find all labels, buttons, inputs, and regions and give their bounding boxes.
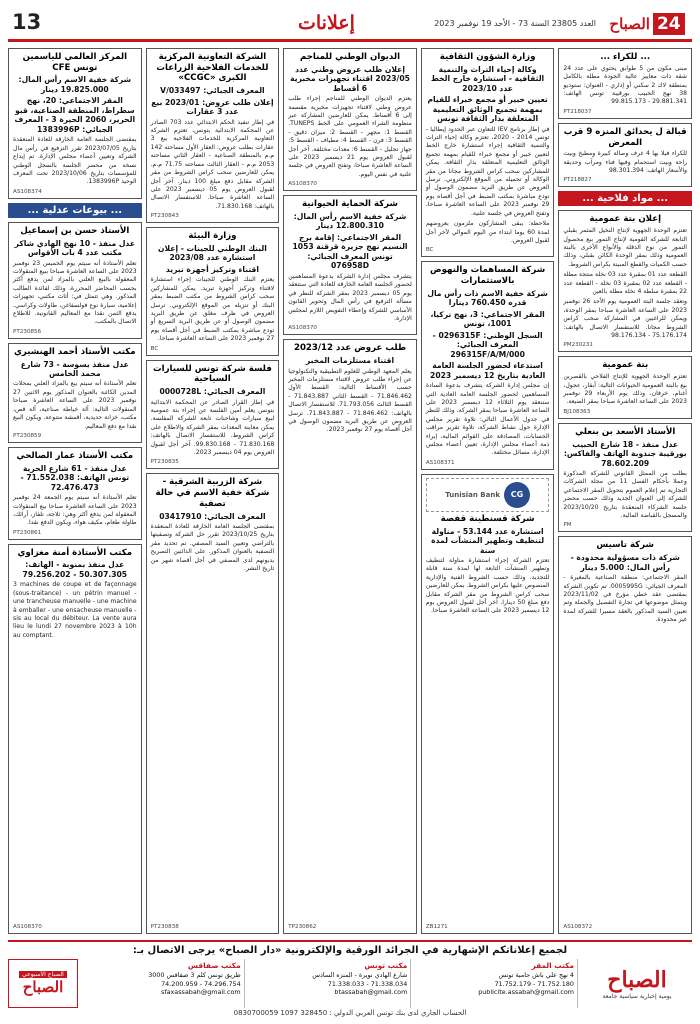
ad-text: في إطار تنفيذ الحكم الابتدائي عدد 703 الصادر عن المحكمة الابتدائية بتونس، تعتزم الشركة التعاونية المركزية للخدمات الفلاحية بيع 3 عقارات بطلب عروض: العقار الأول مساحته 142 م.م بالمنطقة الصناعية - العقار الثاني مساحته 2053 م.م - العقار الثالث مساحته 71.75 م.م. يمكن للعارضين سحب كراس الشروط من مقر الشركة مقابل دفع مبلغ 100 دينار. آخر أجل لقبول العروض يوم 05 ديسمبر 2023 على الساعة العاشرة صباحا. للاستفسار الاتصال بالهاتف: 71.830.168. [150,118,275,210]
ad-headline: اقتناء وتركيز أجهزة تبريد [165,264,260,274]
column-5 [8,48,142,934]
column-3 [283,48,417,934]
ad-headline: إعلان طلب عروض: 2023/01 بيع عدد 3 عقارات [151,97,274,117]
ad-subtitle: اقتناء مستلزمات المخبر [305,356,395,366]
ad-title: شركة الزربية الشرقية - شركة خفية الاسم في حالة تصفية [155,477,270,509]
office-phone: 74.200.959 - 74.296.754 [161,979,241,988]
ad-text: 3 machines de coupe et de façonnage (sous-traitance) - un pétrin manuel - une trancheuse manuelle - une machine à emballer - une ensacheuse manuelle - sis au local du débiteur. La vente aura lieu le lundi 27 novembre 2023 à 10h au comptant. [13,581,137,639]
office-email[interactable]: sfaxassabah@gmail.com [161,988,241,997]
ads-columns [8,48,692,934]
ad-title: إعلان بتة عمومية [589,214,662,225]
section-heading-judicial-sales: ... بيوعات عدلية ... [8,203,142,218]
ad-note: ملاحظة: يبقى المشاركون ملزمون بعروضهم لمدة 60 يوما ابتداء من اليوم الموالي لآخر أجل لقبول العروض. [425,220,550,244]
ad-subtitle: المعرف الجبائي: 033497/V [160,86,265,96]
ad-subtitle: شركة خفية الاسم رأس المال: 19.825.000 دينار [18,75,132,94]
office-address: 4 نهج علي باش حامبة تونس [498,970,574,979]
ad-ref: AS108370 [288,325,317,332]
office-address: شارع الهادي نويرة - المنزه السادس [312,970,408,979]
ad-text: في إطار برنامج IEV للتعاون عبر الحدود إيطاليا - تونس 2014 - 2020، تعتزم وكالة إحياء التراث والتنمية الثقافية إجراء استشارة خارج الخط لتعيين خبير أو مجمع خبراء للقيام بمهمة تجميع الوثائق التعليمية المتعلقة بدار الثقافة. يمكن للمشاركين سحب كراس الشروط مجانا من مقر الوكالة أو تحميله من الموقع الإلكتروني. ترسل العروض عن طريق البريد مضمون الوصول أو تودع مباشرة بمكتب الضبط في أجل أقصاه يوم 29 نوفمبر 2023 على الساعة العاشرة صباحا، وتفتح العروض في جلسة علنية. [425,125,550,217]
ad-subtitle: المعرف الجبائي: 03417910 [159,511,266,521]
logo-number: 24 [653,13,685,35]
footer-banner: لجميع إعلاناتكم الإشهارية في الجرائد الورقية والإلكترونية «دار الصباح» يرجى الاتصال بـ: [132,945,568,956]
ad-culture-ministry [421,48,555,257]
ad-more: وتعقد جلسة البتة العمومية يوم الأحد 26 نوفمبر 2023 على الساعة العاشرة صباحا بمقر الوحدة، ويمكن للراغبين في المشاركة سحب كراس الشروط مجانا. للاستفسار الاتصال بالهاتف: 75.176.174 - 98.176.134 [563,298,688,340]
ad-subtitle: عدل منفذ - 61 شارع الحرية تونس الهاتف: 71.552.038 - 72.476.473 [20,463,130,492]
ad-lines: القطعة عدد 01 بمقبرة عدد 03 نخلة منتجة مطلة - القطعة عدد 02 بمقبرة 03 نخلة - القطعة عدد 22 بمقبرة سلطة 4 نخلة مطلة بالعين [563,271,687,296]
ad-jasmine-center [8,48,142,199]
ad-title: فلسة شركة تونس للسيارات السياحية [153,363,272,385]
ad-title: مكتب الأستاذة أمنة مغزاوي [17,547,133,558]
office-headquarters [415,959,578,1008]
ad-general-assembly [283,195,417,335]
ad-ref: BC [150,345,159,352]
ad-title: طلب عروض عدد 2023/12 [293,343,407,354]
ad-title: الديوان الوطني للمناجم [299,52,401,62]
newspaper-logo [602,9,692,39]
ad-ref: PT218827 [563,177,592,184]
ad-ref: PT218037 [563,108,592,115]
office-email[interactable]: publicite.assabah@gmail.com [478,988,574,997]
ad-bailiff-sale-2 [8,343,142,443]
ad-subtitle: المعرف الجبائي: 0000728L [159,387,266,397]
ad-title: وزارة الشؤون الثقافية [439,52,536,62]
office-sfax [82,959,245,1008]
ad-ref: TP230862 [288,924,317,930]
ad-rental-villa [558,123,692,188]
column-1 [558,48,692,934]
office-email[interactable]: btassabah@gmail.com [334,988,408,997]
ad-lab-tender [283,339,417,934]
ad-text: في إطار القرار الصادر عن المحكمة الابتدائية بتونس يعلم أمين الفلسة عن إجراء بتة عمومية لبيع سيارات وشاحنات تابعة للشركة المفلسة. يمكن معاينة المعدات بمقر الشركة والاطلاع على كراس الشروط. للاستفسار الاتصال بالهاتف: 71.830.168 - 99.830.168. آخر أجل لقبول العروض يوم 04 ديسمبر 2023. [150,398,275,456]
ad-ref: PT230835 [150,459,179,466]
ad-text: المقر الاجتماعي: منطقة الصناعية بالمغيرة - المعرف الجبائي: 0005995G. تم تكوين الشركة بمقتضى عقد خطي مؤرخ في 2023/11/02 ويتمثل موضوعها في تجارة التفصيل والجملة وتم تعيين السيد المذكور بالعقد مسيرا للشركة لمدة غير محدودة. [563,574,688,624]
ad-ref: PT230861 [13,529,42,536]
ad-title: المركز العالمي للياسمين تونس CFE [22,52,128,73]
ad-title: قبالة ل يحدائق المنزه 9 قرب المعرض [563,126,687,148]
ad-company-liquidation [146,473,280,934]
ad-bailiff-sale-4 [8,544,142,934]
footer-bank-account: 0830700059 1097 328450 : الحساب الجاري لدى بنك تونس العربي الدولي [233,1009,467,1017]
column-4 [146,48,280,934]
footer-logo-word: الصباح [607,967,667,993]
ad-text: للكراء فيلا بها 4 غرف وصالة كبيرة ومطبخ وبيت راحة وبيت استحمام وفيها فناء ومرآب وحديقة والأسعار الهاتف: 98.301.394 [563,150,687,175]
ad-text: يعتزم البنك الوطني للجينات إجراء استشارة لاقتناء وتركيز أجهزة تبريد. يمكن للمشاركين سحب كراس الشروط من مكتب الضبط بمقر البنك أو تنزيله من الموقع الإلكتروني. ترسل العروض في ظرف مغلق عن طريق البريد مضمون الوصول أو عن طريق البريد السريع أو تودع مباشرة بمكتب الضبط في أجل أقصاه يوم 27 نوفمبر 2023 على الساعة العاشرة صباحا. [150,276,275,343]
ad-text: تعلم الأستاذة أنه سيتم بيع بالمزاد العلني بمحلات المدين الكائنة بالعنوان المذكور يوم الاثنين 27 نوفمبر 2023 على الساعة العاشرة صباحا المنقولات التالية: آلة خياطة صناعية، آلة قص، مكتب، خزانة حديدية، أقمشة متنوعة. ويكون البيع نقدا مع دفع المعاليم. [13,380,137,430]
ad-text: تعتزم الشركة إجراء استشارة مناولة لتنظيف وتطهير المنشآت التابعة لها لمدة سنة قابلة للتجديد، وذلك حسب الشروط الفنية والإدارية المنصوص عليها بكراس الشروط. يمكن للعارضين سحب كراس الشروط من مقر الشركة مقابل دفع مبلغ 50 دينارا. آخر أجل لقبول العروض يوم 12 ديسمبر 2023 على الساعة العاشرة صباحا. [425,557,550,615]
ad-text: تعلم الأستاذة أنه سيتم يوم الجمعة 24 نوفمبر 2023 على الساعة العاشرة صباحا بيع المنقولات المعقولة لمن يدفع أكثر وهي: ثلاجة، تلفاز، أرائك، طاولة طعام، مكيف هواء، ويكون الدفع نقدا. [13,494,137,527]
footer-logo-tagline: يومية إخبارية سياسية جامعة [602,993,672,1000]
ad-subtitle: البنك الوطني للجينات - إعلان استشارة عدد 2023/08 [158,243,267,263]
footer-logo-weekly-label: الصباح الأسبوعي [19,971,67,978]
ad-title: مكتب الأستاذ أحمد الهنشيري [14,346,136,357]
ad-address: المقر الاجتماعي: 3، نهج تركيا، 1001، تونس [430,309,545,329]
ad-text: يعتزم الديوان الوطني للمناجم إجراء طلب عروض وطني لاقتناء تجهيزات مخبرية مقسمة إلى 6 أقساط. يمكن للعارضين المشاركة عبر منظومة الشراء العمومي على الخط TUNEPS. القسط 1: مجهر - القسط 2: ميزان دقيق - القسط 3: فرن - القسط 4: مطياف - القسط 5: جهاز تحليل - القسط 6: معدات مختلفة. آخر أجل لقبول العروض يوم 21 ديسمبر 2023 على الساعة العاشرة صباحا، وتفتح العروض في جلسة علنية في نفس اليوم. [288,95,412,178]
ad-title: شركة تاسيس [596,540,654,551]
ad-title: مكتب الأستاذ عمار الصالحي [16,450,134,461]
office-title: مكتب المقر [531,961,574,970]
ad-ref: PT230838 [150,924,179,930]
ad-title: شركة المساهمات والنهوض بالاستثمارات [430,265,546,287]
office-title: مكتب تونس [364,961,408,970]
ad-subtitle: عدل منفذ - 18 شارع الحبيب بورقيبة جندوبة الهاتف والفاكس: 78.602.209 [563,439,687,468]
ad-text: تعلم الأستاذة أنه سيتم يوم الخميس 23 نوفمبر 2023 على الساعة العاشرة صباحا ببيع المنقولات المعقولة بالبيع العلني بالمزاد لمن يدفع أكثر بحسب المحاضر المحررة، وذلك لفائدة الطالب المذكور. وهي تتمثل في: أثاث مكتبي، تجهيزات إعلامية، سيارة نوع فولسفاغن، طاولات وكراسي. يدفع الثمن نقدا مع المعاليم القانونية. للاطلاع الاتصال بالمكتب. [13,259,137,326]
office-phone: 71.338.033 - 71.338.034 [327,979,408,988]
ad-investment-company [421,261,555,469]
issue-line: العدد 23805 السنة 73 - الأحد 19 نوفمبر 2023 [434,19,596,28]
ad-subtitle: عدل منفذ بمنوبة - الهاتف: 50.307.305 - 79.256.202 [22,560,128,579]
footer-logo-weekly-word: الصباح [22,978,64,996]
ad-bailiff-sale-3 [8,447,142,540]
ad-subtitle: استشارة عدد 53.144 - مناولة لتنظيف وتطهير المنشآت لمدة سنة [431,526,545,555]
ad-ref: AS108374 [13,188,42,195]
section-heading-farm: ... مواد فلاحية ... [558,191,692,206]
ad-bailiff-notice [558,423,692,533]
ad-ref: AS108372 [563,924,593,930]
ad-title: شركة الحماية الحيوانية [302,199,398,210]
ad-subtitle: شركة خفية الاسم رأس المال: 12.800.310 دينار [293,211,407,231]
ad-text: بمقتضى الجلسة العامة الخارقة للعادة المنعقدة بتاريخ 2023/07/05 تقرر الترفيع في رأس مال الشركة وتعيين أعضاء مجلس الإدارة. تم إيداع نسخة من محضر الجلسة بالسجل الوطني للمؤسسات بتاريخ 2023/10/06 تحت المعرف الوحيد 1383996P. [13,136,137,186]
footer-logo-daily [582,959,692,1008]
ad-title: الشركة التعاونية المركزية للخدمات الفلاحية الزراعات الكبرى «CCGC» [156,52,269,84]
ad-text: يتشرف مجلس إدارة الشركة بدعوة المساهمين لحضور الجلسة العامة الخارقة للعادة التي ستنعقد يوم 05 ديسمبر 2023 بمقر الشركة للنظر في مسألة الترفيع في رأس المال وتحوير القانون الأساسي للشركة وإعطاء التفويض اللازم لمجلس الإدارة. [288,272,412,322]
ad-ref: PM230231 [563,342,593,349]
ad-subtitle: شركة خفية الاسم ذات رأس مال قدره 760.450 دينارا [427,288,548,308]
column-2 [421,48,555,934]
ad-title: بتة عمومية [602,360,649,371]
ad-ref: BC [425,247,434,254]
company-logo-label: Tunisian Bank [445,490,500,499]
ad-headline: استدعاء لحضور الجلسة العامة العادية بتاريخ 12 ديسمبر 2023 [430,361,546,380]
ad-subtitle: شركة ذات مسؤولية محدودة - رأس المال: 5.000 دينار [570,553,680,572]
ad-title: الأستاذ الأسعد بن بنعلي [575,426,676,437]
ad-title: ... للكراء ... [600,52,651,62]
ad-title: الأستاذ حسن بن إسماعيل [20,225,130,236]
ad-car-bankruptcy [146,360,280,470]
ad-title: شركة قسنطينة قفصة [440,513,535,524]
ad-text: تعتزم الوحدة الجهوية لإنتاج النخيل المثمر بقبلي التابعة للشركة القومية لإنتاج التمور بيع محصول التمور من نوع الدقلة والأنواع الأخرى بالبتة العمومية وذلك بمقر الوحدة الكائن بقبلي، وذلك حسب الكميات والقطع المبينة بكراس الشروط. [563,227,687,268]
office-address: طريق تونس كلم 3 صفاقس 3000 [148,970,241,979]
ad-text: بطلب من الممثل القانوني للشركة المذكورة وعملا بأحكام الفصل 11 من مجلة الشركات التجارية تم إعلام العموم بتحويل المقر الاجتماعي للشركة إلى العنوان الجديد وذلك حسب محضر جلسة الشركاء المنعقدة بتاريخ 2023/10/20 والمسجل بالقباضة المالية. [563,470,687,520]
section-title: إعلانات [298,12,355,34]
ad-subtitle: وكالة إحياء التراث والتنمية الثقافية - استشارة خارج الخط عدد 2023/10 [431,64,545,93]
office-phone: 71.752.179 - 71.752.180 [494,979,574,988]
footer-row [8,959,692,1008]
ad-ref: PT230859 [13,432,42,439]
ad-ref: BJ108363 [563,408,591,415]
ad-coop-property-sale [146,48,280,223]
ad-subtitle: إعلان طلب عروض وطني عدد 2023/05 اقتناء تجهيزات مخبرية 6 أقساط [290,64,410,93]
ad-headline: تعيين خبير أو مجمع خبراء للقيام بمهمة تجميع الوثائق التعليمية المتعلقة بدار الثقافة تونس [427,95,548,124]
ad-title: وزارة البيئة [188,231,237,242]
office-title: مكتب صفاقس [187,961,241,970]
ad-text: بمقتضى الجلسة العامة الخارقة للعادة المنعقدة بتاريخ 2023/10/25 تقرر حل الشركة وتصفيتها بالتراضي وتعيين السيد المصفي. تم تحديد مقر التصفية بالعنوان المذكور. على الدائنين التصريح بديونهم لدى المصفي في أجل أقصاه شهر من تاريخ النشر. [150,523,275,573]
ad-ref: AS108370 [13,924,42,930]
office-tunis [249,959,412,1008]
ad-gene-bank [146,227,280,355]
ad-text: تعتزم الوحدة الجهوية للإنتاج الفلاحي بالقصرين بيع بالبتة العمومية الحيوانات التالية: أبقار، عجول، أغنام، خرفان، وذلك يوم الأربعاء 29 نوفمبر 2023 على الساعة العاشرة صباحا بمقر الضيعة. [563,373,687,406]
ad-text: إن مجلس إدارة الشركة يتشرف بدعوة السادة المساهمين لحضور الجلسة العامة العادية التي ستنعقد يوم الثلاثاء 12 ديسمبر 2023 على الساعة العاشرة صباحا بمقر الشركة، وذلك للنظر في جدول الأعمال التالي: تلاوة تقرير مجلس الإدارة حول نشاط الشركة، تلاوة تقرير مراقب الحسابات، المصادقة على القوائم المالية، إبراء ذمة أعضاء مجلس الإدارة، تعيين أعضاء مجلس الإدارة، مسائل مختلفة. [425,382,550,457]
ad-subtitle: عدل منفذ بسوسة - 73 شارع محمد الخامس [20,359,129,378]
ad-subtitle: عدل منفذ - 10 نهج الهادي شاكر مكتب عدد 4 باب الأقواس [14,238,136,258]
ad-ref: PT230843 [150,213,179,220]
page-number: 13 [12,10,42,34]
ad-address: المقر الاجتماعي: 20، نهج سطراط، المنطقة الصناعية، قبو الحرير، 2060 الحيرة 3 - المعرف الجبائي: 1383996P [14,96,136,134]
ad-farm-livestock-auction [558,356,692,418]
ad-ref: AS108371 [425,459,455,466]
ad-text: مبنى مكون من 5 طوابق يحتوي على عدد 24 شقة ذات معايير عالية الجودة مطلة بالكامل بمنطقة لاك 2 سكني أو إداري - العنوان: ستوديو 38 نهج الحبيب بورقيبة تونس الهاتف: 29.881.341 - 99.815.173 [563,64,687,106]
ad-ref: ZB1271 [425,924,448,930]
ad-ref: AS108370 [288,181,317,188]
page-header [8,8,692,42]
ad-company-founding [558,536,692,934]
ad-ref: PT230856 [13,328,42,335]
company-logo-icon: CG [504,482,530,508]
footer-logo-weekly [8,959,78,1008]
ad-cleaning-consultation [421,474,555,934]
ad-ids: السجل الوطني: 0296315F - المعرف الجبائي: 296315F/A/M/000 [432,330,543,359]
ad-mines-office [283,48,417,191]
ad-bailiff-sale-1 [8,222,142,339]
ad-rental-building [558,48,692,119]
ad-farm-dates-auction [558,210,692,352]
ad-ref: PM [563,522,572,529]
ad-text: يعلم المعهد الوطني للعلوم التطبيقية والتكنولوجيا عن إجراء طلب عروض لاقتناء مستلزمات المخبر حسب الأقساط التالية: القسط الأول 71.846.462 - القسط الثاني 71.843.887 - القسط الثالث 71.793.056. للاستفسار الاتصال بالهاتف: 71.846.462 - 71.843.887. ترسل العروض عن طريق البريد مضمون الوصول في أجل أقصاه يوم 27 نوفمبر 2023. [288,367,412,434]
company-logo [426,478,550,512]
ad-address: المقر الاجتماعي: إقامة برج النسيم نهج جزيرة قرقنة 1053 تونس المعرف الجبائي: 076958D [292,232,408,271]
advertising-footer [8,940,692,1018]
logo-word: الصباح [609,14,650,33]
